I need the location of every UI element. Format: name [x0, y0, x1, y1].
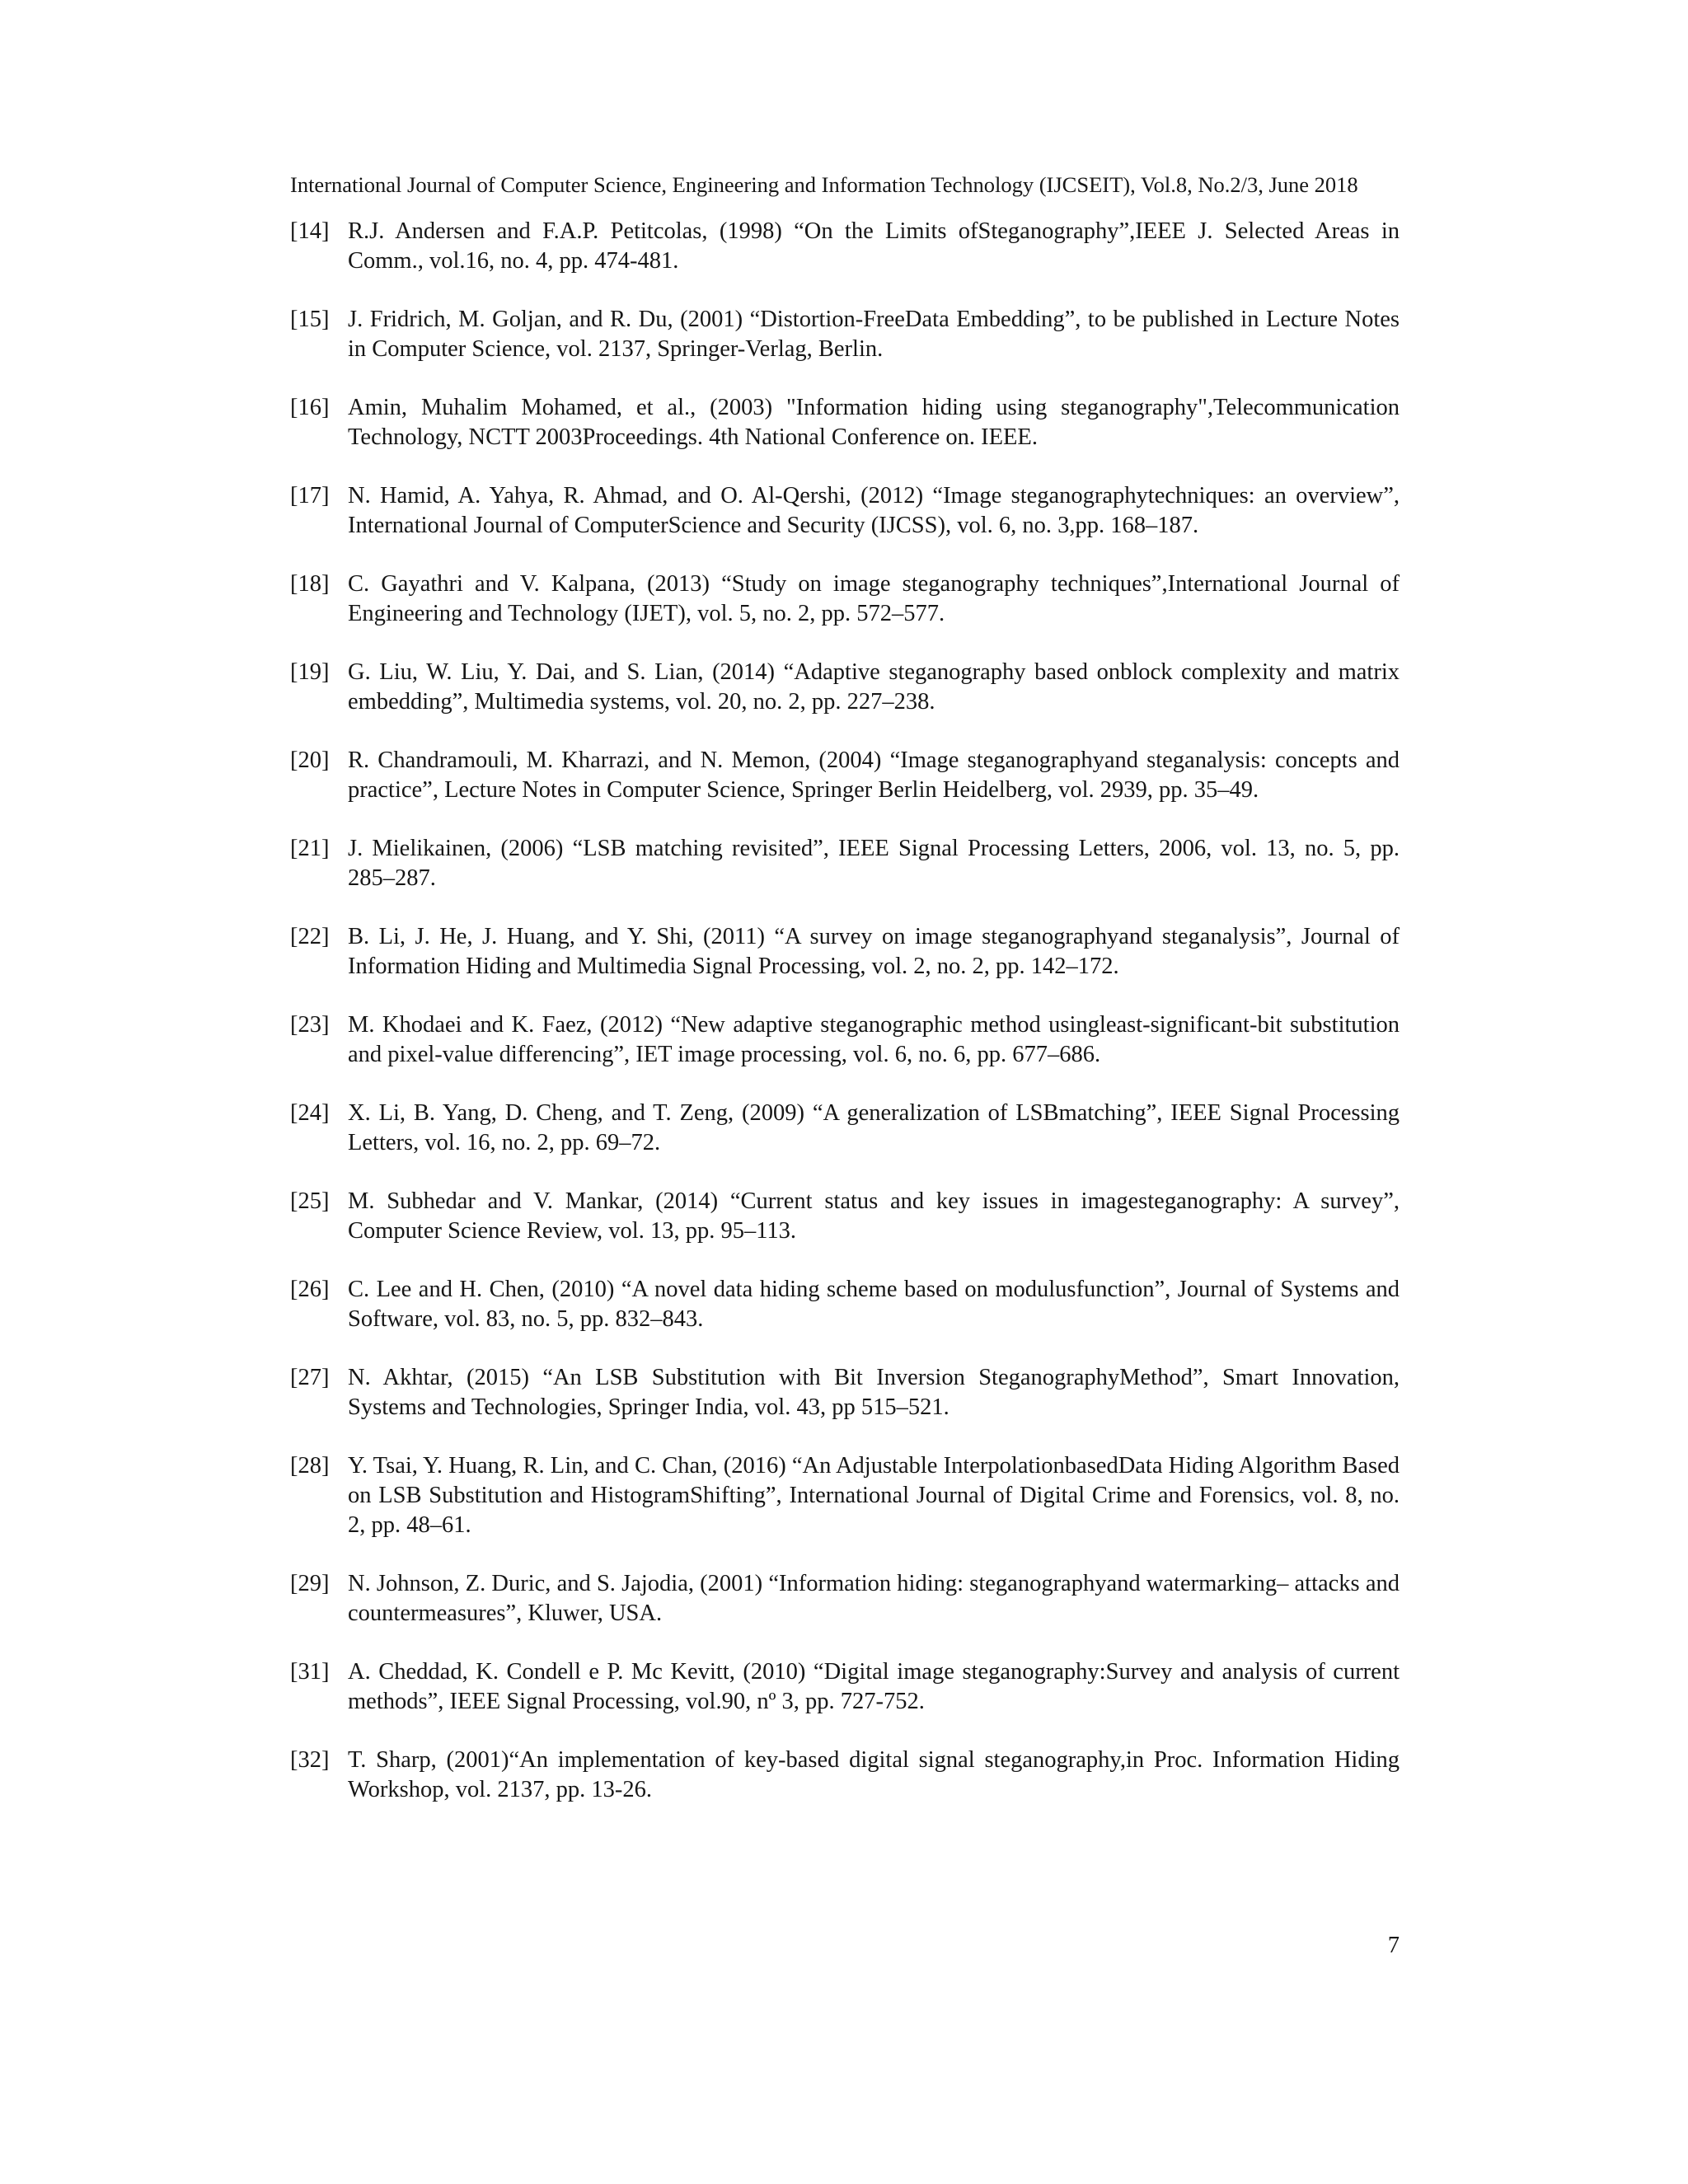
running-header: International Journal of Computer Science, Engineering and Information Technology (IJCSEIT), Vol.8, No.2/3, June 2018 — [290, 172, 1358, 197]
reference-entry — [290, 1275, 1400, 1334]
reference-text: N. Hamid, A. Yahya, R. Ahmad, and O. Al-Qershi, (2012) “Image steganographytechniques: an overview”, International Journal of ComputerScience and Security (IJCSS), vol. 6, no. 3,pp. 168–187. — [348, 483, 1400, 538]
reference-text: J. Fridrich, M. Goljan, and R. Du, (2001) “Distortion-FreeData Embedding”, to be published in Lecture Notes in Computer Science, vol. 2137, Springer-Verlag, Berlin. — [348, 307, 1400, 362]
reference-number: [28] — [290, 1453, 330, 1479]
reference-text: J. Mielikainen, (2006) “LSB matching revisited”, IEEE Signal Processing Letters, 2006, vol. 13, no. 5, pp. 285–287. — [348, 836, 1400, 891]
reference-entry — [290, 217, 1400, 276]
reference-number: [16] — [290, 395, 330, 420]
reference-entry — [290, 569, 1400, 629]
reference-entry — [290, 1569, 1400, 1629]
reference-number: [23] — [290, 1012, 330, 1038]
reference-entry — [290, 1363, 1400, 1422]
reference-number: [31] — [290, 1659, 330, 1685]
reference-text: B. Li, J. He, J. Huang, and Y. Shi, (2011) “A survey on image steganographyand steganalysis”, Journal of Information Hiding and Multimedia Signal Processing, vol. 2, no. 2, pp. 142–172. — [348, 924, 1400, 979]
reference-text: A. Cheddad, K. Condell e P. Mc Kevitt, (2010) “Digital image steganography:Survey and analysis of current methods”, IEEE Signal Processing, vol.90, nº 3, pp. 727-752. — [348, 1659, 1400, 1714]
reference-number: [14] — [290, 218, 330, 244]
reference-text: R.J. Andersen and F.A.P. Petitcolas, (1998) “On the Limits ofSteganography”,IEEE J. Selected Areas in Comm., vol.16, no. 4, pp. 474-481. — [348, 218, 1400, 274]
reference-text: N. Johnson, Z. Duric, and S. Jajodia, (2001) “Information hiding: steganographyand watermarking– attacks and countermeasures”, Kluwer, USA. — [348, 1571, 1400, 1626]
reference-text: C. Gayathri and V. Kalpana, (2013) “Study on image steganography techniques”,International Journal of Engineering and Technology (IJET), vol. 5, no. 2, pp. 572–577. — [348, 571, 1400, 626]
reference-entry — [290, 1746, 1400, 1805]
reference-text: Y. Tsai, Y. Huang, R. Lin, and C. Chan, (2016) “An Adjustable InterpolationbasedData Hiding Algorithm Based on LSB Substitution and HistogramShifting”, International Journal of Digital Crime and Forensics, vol. 8, no. 2, pp. 48–61. — [348, 1453, 1400, 1538]
reference-entry — [290, 1187, 1400, 1246]
reference-number: [32] — [290, 1747, 330, 1773]
reference-list — [290, 217, 1400, 1834]
reference-entry — [290, 1010, 1400, 1070]
reference-number: [18] — [290, 571, 330, 597]
page-number: 7 — [1387, 1933, 1400, 1958]
reference-text: Amin, Muhalim Mohamed, et al., (2003) "Information hiding using steganography",Telecommunication Technology, NCTT 2003Proceedings. 4th National Conference on. IEEE. — [348, 395, 1400, 450]
reference-entry — [290, 922, 1400, 982]
reference-entry — [290, 834, 1400, 893]
reference-number: [27] — [290, 1365, 330, 1390]
reference-entry — [290, 481, 1400, 541]
reference-entry — [290, 305, 1400, 364]
reference-text: N. Akhtar, (2015) “An LSB Substitution with Bit Inversion SteganographyMethod”, Smart Innovation, Systems and Technologies, Springer India, vol. 43, pp 515–521. — [348, 1365, 1400, 1420]
reference-entry — [290, 393, 1400, 452]
reference-text: G. Liu, W. Liu, Y. Dai, and S. Lian, (2014) “Adaptive steganography based onblock complexity and matrix embedding”, Multimedia systems, vol. 20, no. 2, pp. 227–238. — [348, 659, 1400, 715]
reference-text: X. Li, B. Yang, D. Cheng, and T. Zeng, (2009) “A generalization of LSBmatching”, IEEE Signal Processing Letters, vol. 16, no. 2, pp. 69–72. — [348, 1100, 1400, 1155]
reference-number: [21] — [290, 836, 330, 861]
reference-entry — [290, 1451, 1400, 1540]
reference-text: T. Sharp, (2001)“An implementation of key-based digital signal steganography,in Proc. Information Hiding Workshop, vol. 2137, pp. 13-26. — [348, 1747, 1400, 1802]
reference-number: [25] — [290, 1188, 330, 1214]
reference-text: C. Lee and H. Chen, (2010) “A novel data hiding scheme based on modulusfunction”, Journal of Systems and Software, vol. 83, no. 5, pp. 832–843. — [348, 1277, 1400, 1332]
reference-number: [24] — [290, 1100, 330, 1126]
reference-number: [20] — [290, 748, 330, 773]
reference-entry — [290, 1657, 1400, 1717]
reference-text: R. Chandramouli, M. Kharrazi, and N. Memon, (2004) “Image steganographyand steganalysis: concepts and practice”, Lecture Notes in Computer Science, Springer Berlin Heidelberg, vol. 2939, pp. 35–49. — [348, 748, 1400, 803]
reference-number: [15] — [290, 307, 330, 332]
reference-text: M. Khodaei and K. Faez, (2012) “New adaptive steganographic method usingleast-significant-bit substitution and pixel-value differencing”, IET image processing, vol. 6, no. 6, pp. 677–686. — [348, 1012, 1400, 1067]
reference-number: [17] — [290, 483, 330, 509]
reference-entry — [290, 746, 1400, 805]
reference-number: [19] — [290, 659, 330, 685]
reference-number: [29] — [290, 1571, 330, 1596]
reference-entry — [290, 658, 1400, 717]
reference-entry — [290, 1099, 1400, 1158]
reference-number: [26] — [290, 1277, 330, 1302]
reference-text: M. Subhedar and V. Mankar, (2014) “Current status and key issues in imagesteganography: A survey”, Computer Science Review, vol. 13, pp. 95–113. — [348, 1188, 1400, 1244]
reference-number: [22] — [290, 924, 330, 949]
